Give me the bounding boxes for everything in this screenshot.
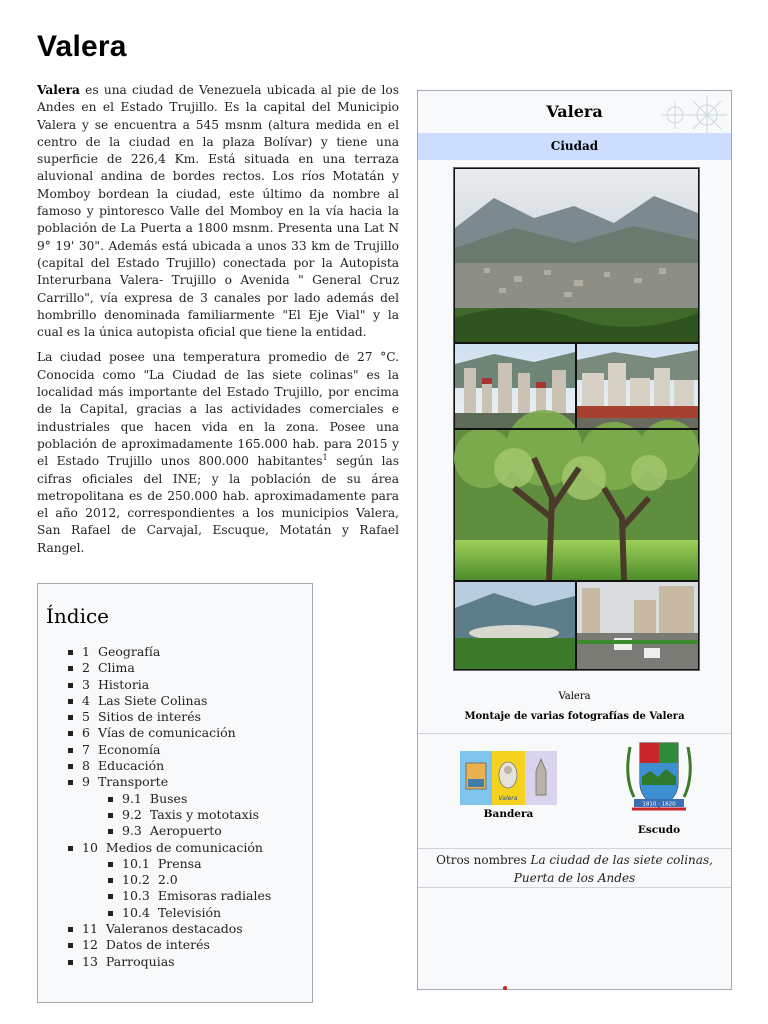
divider [418, 848, 731, 849]
svg-text:1810 · 1820: 1810 · 1820 [642, 801, 676, 808]
toc-item[interactable]: 10 Medios de comunicación 10.1 Prensa 10.2 2.0 10.3 Emisoras radiales 10.4 Televisión [46, 840, 304, 921]
seal-watermark-icon [657, 93, 729, 133]
toc-item[interactable]: 13 Parroquias [46, 954, 304, 970]
table-of-contents [37, 583, 313, 1003]
article-body [37, 82, 399, 565]
toc-subitem[interactable]: 10.3 Emisoras radiales [46, 888, 304, 904]
page-title: Valera [37, 30, 127, 63]
toc-subitem[interactable]: 9.3 Aeropuerto [46, 823, 304, 839]
toc-list [46, 644, 304, 970]
infobox [417, 90, 732, 990]
toc-item[interactable]: 7 Economía [46, 742, 304, 758]
toc-item[interactable]: 3 Historia [46, 677, 304, 693]
toc-subitem[interactable]: 9.2 Taxis y mototaxis [46, 807, 304, 823]
coat-of-arms-image[interactable] [620, 737, 698, 821]
other-names-value: La ciudad de las siete colinas, Puerta de los Andes [513, 853, 713, 885]
toc-subitem[interactable]: 10.2 2.0 [46, 872, 304, 888]
divider [418, 733, 731, 734]
reference-1[interactable]: 1 [322, 453, 328, 463]
toc-item[interactable]: 6 Vías de comunicación [46, 725, 304, 741]
intro-text: es una ciudad de Venezuela ubicada al pie de los Andes en el Estado Trujillo. Es la capital del Municipio Valera y se encuentra a 545 msnm (altura medida en el centro de la ciudad en la plaza Bolívar) y tiene una superficie de 226,4 Km. Está situada en una terraza aluvional andina de bordes rectos. Los ríos Motatán y Momboy bordean la ciudad, este último da nombre al famoso y pintoresco Valle del Momboy en la vía hacia la población de La Puerta a 1800 msnm. Presenta una Lat N 9° 19' 30". Además está ubicada a unos 33 km de Trujillo (capital del Estado Trujillo) conectada por la Autopista Interurbana Valera- Trujillo o Avenida " General Cruz Carrillo", vía expresa de 3 canales por lado además del hombrillo denominada familiarmente "El Eje Vial" y la cual es la única autopista oficial que tiene la entidad. [37, 83, 399, 340]
image-caption: Valera [558, 691, 591, 702]
flag-label: Bandera [483, 808, 534, 820]
toc-item[interactable]: 9 Transporte 9.1 Buses 9.2 Taxis y mototaxis 9.3 Aeropuerto [46, 774, 304, 839]
toc-subitem[interactable]: 10.4 Televisión [46, 905, 304, 921]
toc-sublist [46, 856, 304, 921]
shield-label: Escudo [637, 824, 681, 836]
climate-paragraph [37, 349, 399, 557]
toc-item[interactable]: 4 Las Siete Colinas [46, 693, 304, 709]
city-montage-image[interactable] [453, 167, 700, 671]
climate-text-a: La ciudad posee una temperatura promedio de 27 °C. Conocida como "La Ciudad de las siete colinas" es la localidad más importante del Estado Trujillo, por encima de la Capital, gracias a las actividades comerciales e industriales que hacen vida en la zona. Posee una población de aproximadamente 165.000 hab. para 2015 y el Estado Trujillo unos 800.000 habitantes [37, 350, 399, 469]
infobox-title: Valera [418, 91, 731, 134]
intro-paragraph [37, 82, 399, 341]
toc-item[interactable]: 11 Valeranos destacados [46, 921, 304, 937]
infobox-subtitle: Ciudad [418, 133, 731, 160]
climate-text-b: según las cifras oficiales del INE; y la población de su área metropolitana es de 250.000 hab. aproximadamente para el año 2012, correspondientes a los municipios Valera, San Rafael de Carvajal, Escuque, Motatán y Rafael Rangel. [37, 454, 399, 555]
marker-dot [503, 986, 507, 990]
toc-subitem[interactable]: 9.1 Buses [46, 791, 304, 807]
toc-item[interactable]: 12 Datos de interés [46, 937, 304, 953]
toc-item[interactable]: 8 Educación [46, 758, 304, 774]
toc-sublist [46, 791, 304, 840]
flag-image[interactable] [460, 751, 557, 805]
toc-item[interactable]: 2 Clima [46, 660, 304, 676]
toc-subitem[interactable]: 10.1 Prensa [46, 856, 304, 872]
article-subject: Valera [37, 83, 80, 97]
toc-title: Índice [46, 604, 110, 628]
divider [418, 887, 731, 888]
toc-item[interactable]: 5 Sitios de interés [46, 709, 304, 725]
flag-text: Valera [498, 795, 518, 802]
other-names-label: Otros nombres [436, 853, 531, 867]
other-names-row [424, 851, 725, 887]
image-description: Montaje de varias fotografías de Valera [464, 711, 685, 722]
toc-item[interactable]: 1 Geografía [46, 644, 304, 660]
